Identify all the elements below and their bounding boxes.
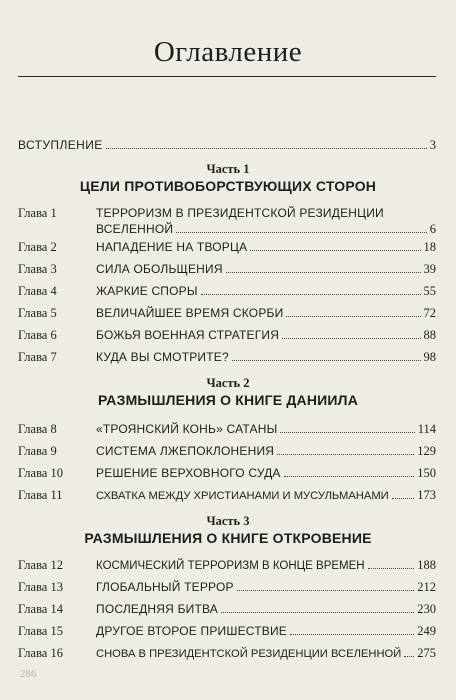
chapter-number: Глава 7 [18, 350, 57, 364]
toc-entry-page: 173 [417, 488, 436, 502]
chapter-number: Глава 14 [18, 602, 63, 616]
leader-dots [286, 305, 420, 317]
toc-entry-page: 18 [423, 240, 436, 254]
toc-entry-page: 39 [423, 262, 436, 276]
title-underline [18, 76, 436, 77]
chapter-number: Глава 2 [18, 240, 57, 254]
leader-dots [282, 327, 420, 339]
part-title: РАЗМЫШЛЕНИЯ О КНИГЕ ОТКРОВЕНИЕ [84, 530, 372, 546]
toc-entry-chapter-3[interactable] [18, 260, 436, 278]
toc-entry-chapter-4[interactable] [18, 282, 436, 300]
toc-entry-chapter-6[interactable] [18, 326, 436, 344]
leader-dots [368, 557, 415, 569]
toc-entry-page: 230 [417, 602, 436, 616]
chapter-number: Глава 16 [18, 646, 63, 660]
toc-entry-title: КУДА ВЫ СМОТРИТЕ? [96, 350, 229, 364]
toc-entry-title: ДРУГОЕ ВТОРОЕ ПРИШЕСТВИЕ [96, 624, 288, 638]
page-folio: 286 [20, 668, 37, 680]
toc-entry-chapter-12[interactable] [18, 556, 436, 574]
toc-entry-chapter-11[interactable] [18, 486, 436, 504]
toc-entry-chapter-14[interactable] [18, 600, 436, 618]
toc-entry-chapter-13[interactable] [18, 578, 436, 596]
part-label: Часть 2 [206, 376, 250, 390]
toc-entry-page: 150 [417, 466, 436, 480]
toc-entry-title: СИСТЕМА ЛЖЕПОКЛОНЕНИЯ [96, 444, 275, 458]
leader-dots [277, 443, 414, 455]
leader-dots [280, 421, 414, 433]
chapter-number: Глава 9 [18, 444, 57, 458]
leader-dots [201, 283, 421, 295]
leader-dots [250, 239, 420, 251]
leader-dots [226, 261, 421, 273]
toc-entry-page: 114 [417, 422, 436, 436]
part-title: РАЗМЫШЛЕНИЯ О КНИГЕ ДАНИИЛА [97, 392, 359, 408]
toc-entry-title: ПОСЛЕДНЯЯ БИТВА [96, 602, 219, 616]
leader-dots [232, 349, 421, 361]
chapter-number: Глава 11 [18, 488, 63, 502]
toc-entry-page: 249 [417, 624, 436, 638]
page-title: Оглавление [153, 36, 303, 68]
chapter-number: Глава 15 [18, 624, 63, 638]
leader-dots [404, 645, 414, 657]
toc-entry-page: 275 [417, 646, 436, 660]
chapter-number: Глава 12 [18, 558, 63, 572]
toc-entry-title: ВЕЛИЧАЙШЕЕ ВРЕМЯ СКОРБИ [96, 306, 284, 320]
toc-entry-intro[interactable] [18, 136, 436, 154]
toc-entry-page: 3 [429, 138, 436, 152]
chapter-number: Глава 13 [18, 580, 63, 594]
toc-entry-title: БОЖЬЯ ВОЕННАЯ СТРАТЕГИЯ [96, 328, 280, 342]
leader-dots [290, 623, 414, 635]
part-label: Часть 3 [206, 514, 250, 528]
toc-entry-page: 212 [417, 580, 436, 594]
leader-dots [221, 601, 414, 613]
chapter-number: Глава 6 [18, 328, 57, 342]
toc-entry-page: 88 [423, 328, 436, 342]
chapter-number: Глава 8 [18, 422, 57, 436]
toc-entry-chapter-8[interactable] [18, 420, 436, 438]
toc-entry-title: КОСМИЧЕСКИЙ ТЕРРОРИЗМ В КОНЦЕ ВРЕМЕН [96, 560, 365, 572]
part-label: Часть 1 [206, 162, 250, 176]
toc-entry-title: СИЛА ОБОЛЬЩЕНИЯ [96, 262, 223, 276]
toc-entry-title: РЕШЕНИЕ ВЕРХОВНОГО СУДА [96, 466, 281, 480]
toc-entry-page: 188 [417, 558, 436, 572]
toc-entry-title: ГЛОБАЛЬНЫЙ ТЕРРОР [96, 580, 234, 594]
toc-entry-title-line1: ТЕРРОРИЗМ В ПРЕЗИДЕНТСКОЙ РЕЗИДЕНЦИИ [96, 206, 384, 220]
toc-entry-chapter-16[interactable] [18, 644, 436, 662]
toc-entry-chapter-5[interactable] [18, 304, 436, 322]
leader-dots [176, 221, 427, 233]
toc-entry-title: СНОВА В ПРЕЗИДЕНТСКОЙ РЕЗИДЕНЦИИ ВСЕЛЕННОЙ [96, 648, 402, 660]
toc-entry-page: 6 [429, 222, 436, 236]
toc-entry-title: ЖАРКИЕ СПОРЫ [96, 284, 198, 298]
toc-entry-chapter-10[interactable] [18, 464, 436, 482]
chapter-number: Глава 10 [18, 466, 63, 480]
toc-entry-page: 55 [423, 284, 436, 298]
toc-entry-title: ВСЕЛЕННОЙ [96, 222, 174, 236]
leader-dots [237, 579, 415, 591]
toc-entry-chapter-7[interactable] [18, 348, 436, 366]
toc-entry-chapter-2[interactable] [18, 238, 436, 256]
toc-entry-chapter-9[interactable] [18, 442, 436, 460]
toc-entry-title: НАПАДЕНИЕ НА ТВОРЦА [96, 240, 248, 254]
toc-entry-chapter-15[interactable] [18, 622, 436, 640]
part-title: ЦЕЛИ ПРОТИВОБОРСТВУЮЩИХ СТОРОН [79, 178, 377, 194]
toc-entry-page: 72 [423, 306, 436, 320]
leader-dots [106, 137, 427, 149]
leader-dots [284, 465, 415, 477]
chapter-number: Глава 5 [18, 306, 57, 320]
toc-entry-title: «ТРОЯНСКИЙ КОНЬ» САТАНЫ [96, 422, 278, 436]
chapter-number: Глава 4 [18, 284, 57, 298]
toc-entry-title: СХВАТКА МЕЖДУ ХРИСТИАНАМИ И МУСУЛЬМАНАМИ [96, 490, 389, 502]
toc-entry-page: 98 [423, 350, 436, 364]
toc-entry-page: 129 [417, 444, 436, 458]
chapter-number: Глава 3 [18, 262, 57, 276]
toc-entry-title: ВСТУПЛЕНИЕ [18, 138, 103, 152]
leader-dots [392, 487, 415, 499]
chapter-number: Глава 1 [18, 206, 57, 220]
toc-entry-chapter-1[interactable] [18, 220, 436, 238]
